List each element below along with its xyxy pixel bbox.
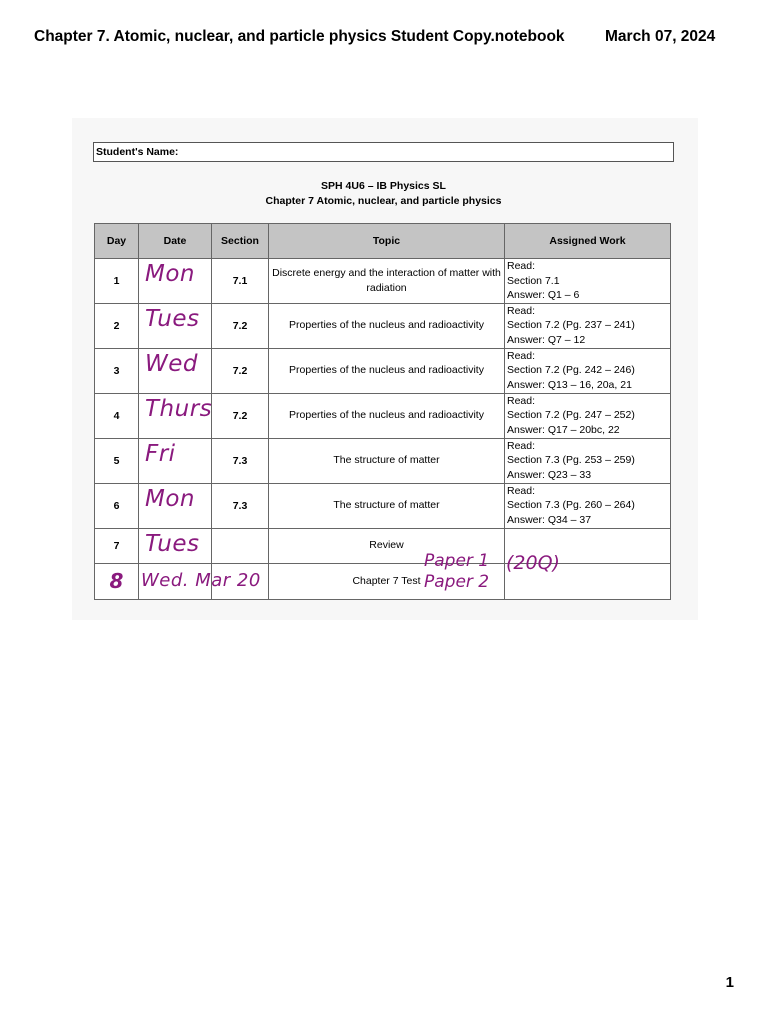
date-cell <box>139 259 212 304</box>
table-row <box>95 483 671 528</box>
assigned-work-cell <box>505 303 671 348</box>
assigned-work-cell <box>505 483 671 528</box>
notebook-title: Chapter 7. Atomic, nuclear, and particle physics Student Copy.notebook <box>34 28 565 45</box>
handwritten-date: Fri <box>145 440 176 467</box>
handwritten-date: Wed. Mar 20 <box>141 569 261 591</box>
day-cell: 1 <box>95 259 139 304</box>
schedule-table <box>94 223 671 600</box>
page-number: 1 <box>725 974 734 991</box>
work-line: Answer: Q7 – 12 <box>507 333 586 346</box>
assigned-work-cell <box>505 438 671 483</box>
assigned-work-cell <box>505 393 671 438</box>
section-cell: 7.2 <box>212 303 269 348</box>
section-cell: 7.3 <box>212 483 269 528</box>
topic-cell: Properties of the nucleus and radioactivity <box>269 303 505 348</box>
topic-cell: Review <box>269 528 505 563</box>
section-cell: 7.3 <box>212 438 269 483</box>
assigned-work-cell <box>505 348 671 393</box>
handwritten-paper1: Paper 1 <box>424 551 490 571</box>
date-cell <box>139 393 212 438</box>
work-line: Read: <box>507 484 536 497</box>
table-header-row <box>95 224 671 259</box>
handwritten-question-count: (20Q) <box>506 552 560 574</box>
handwritten-date: Thurs <box>145 395 213 422</box>
header-topic: Topic <box>269 224 505 259</box>
handwritten-date: Tues <box>145 305 200 332</box>
topic-cell: The structure of matter <box>269 438 505 483</box>
work-line: Read: <box>507 439 536 452</box>
work-line: Read: <box>507 349 536 362</box>
handwritten-date: Wed <box>145 350 198 377</box>
section-cell <box>212 528 269 563</box>
day-cell: 7 <box>95 528 139 563</box>
notebook-date: March 07, 2024 <box>605 28 716 45</box>
table-row <box>95 303 671 348</box>
work-line: Answer: Q13 – 16, 20a, 21 <box>507 378 632 391</box>
topic-cell: Properties of the nucleus and radioactivity <box>269 348 505 393</box>
day-cell: 3 <box>95 348 139 393</box>
header-section: Section <box>212 224 269 259</box>
topic-cell: Chapter 7 Test <box>269 563 505 599</box>
day-cell: 4 <box>95 393 139 438</box>
date-cell <box>139 303 212 348</box>
work-line: Answer: Q23 – 33 <box>507 468 592 481</box>
work-line: Section 7.2 (Pg. 247 – 252) <box>507 409 635 421</box>
day-cell: 6 <box>95 483 139 528</box>
work-line: Read: <box>507 304 536 317</box>
handwritten-day: 8 <box>109 569 124 593</box>
table-row <box>95 528 671 563</box>
date-cell <box>139 563 261 599</box>
day-cell <box>95 563 139 599</box>
section-cell: 7.2 <box>212 393 269 438</box>
topic-cell: The structure of matter <box>269 483 505 528</box>
table-row <box>95 393 671 438</box>
work-line: Section 7.2 (Pg. 237 – 241) <box>507 319 635 331</box>
assigned-work-cell <box>505 259 671 304</box>
header-day: Day <box>95 224 139 259</box>
table-row <box>95 348 671 393</box>
work-line: Section 7.1 <box>507 274 560 287</box>
course-title: SPH 4U6 – IB Physics SL <box>321 180 446 192</box>
handwritten-date: Mon <box>145 261 195 287</box>
header-date: Date <box>139 224 212 259</box>
section-cell: 7.1 <box>212 259 269 304</box>
date-cell <box>139 528 212 563</box>
handwritten-paper2: Paper 2 <box>424 572 490 592</box>
date-cell <box>139 483 212 528</box>
header-assigned-work: Assigned Work <box>505 224 671 259</box>
student-name-label: Student's Name: <box>96 146 179 158</box>
table-row <box>95 259 671 304</box>
topic-cell: Properties of the nucleus and radioactivity <box>269 393 505 438</box>
work-line: Section 7.3 (Pg. 260 – 264) <box>507 499 635 511</box>
work-line: Answer: Q17 – 20bc, 22 <box>507 423 620 436</box>
handwritten-date: Mon <box>145 485 195 512</box>
work-line: Section 7.2 (Pg. 242 – 246) <box>507 364 635 376</box>
work-line: Answer: Q34 – 37 <box>507 513 592 526</box>
day-cell: 2 <box>95 303 139 348</box>
work-line: Section 7.3 (Pg. 253 – 259) <box>507 454 635 466</box>
chapter-title: Chapter 7 Atomic, nuclear, and particle physics <box>265 195 502 207</box>
work-line: Read: <box>507 394 536 407</box>
table-row <box>95 438 671 483</box>
day-cell: 5 <box>95 438 139 483</box>
date-cell <box>139 438 212 483</box>
work-line: Answer: Q1 – 6 <box>507 289 580 301</box>
handwritten-date: Tues <box>145 530 200 557</box>
date-cell <box>139 348 212 393</box>
topic-cell: Discrete energy and the interaction of matter with radiation <box>269 259 505 304</box>
student-name-field <box>93 142 674 162</box>
work-line: Read: <box>507 260 536 272</box>
section-cell: 7.2 <box>212 348 269 393</box>
table-row <box>95 563 671 599</box>
